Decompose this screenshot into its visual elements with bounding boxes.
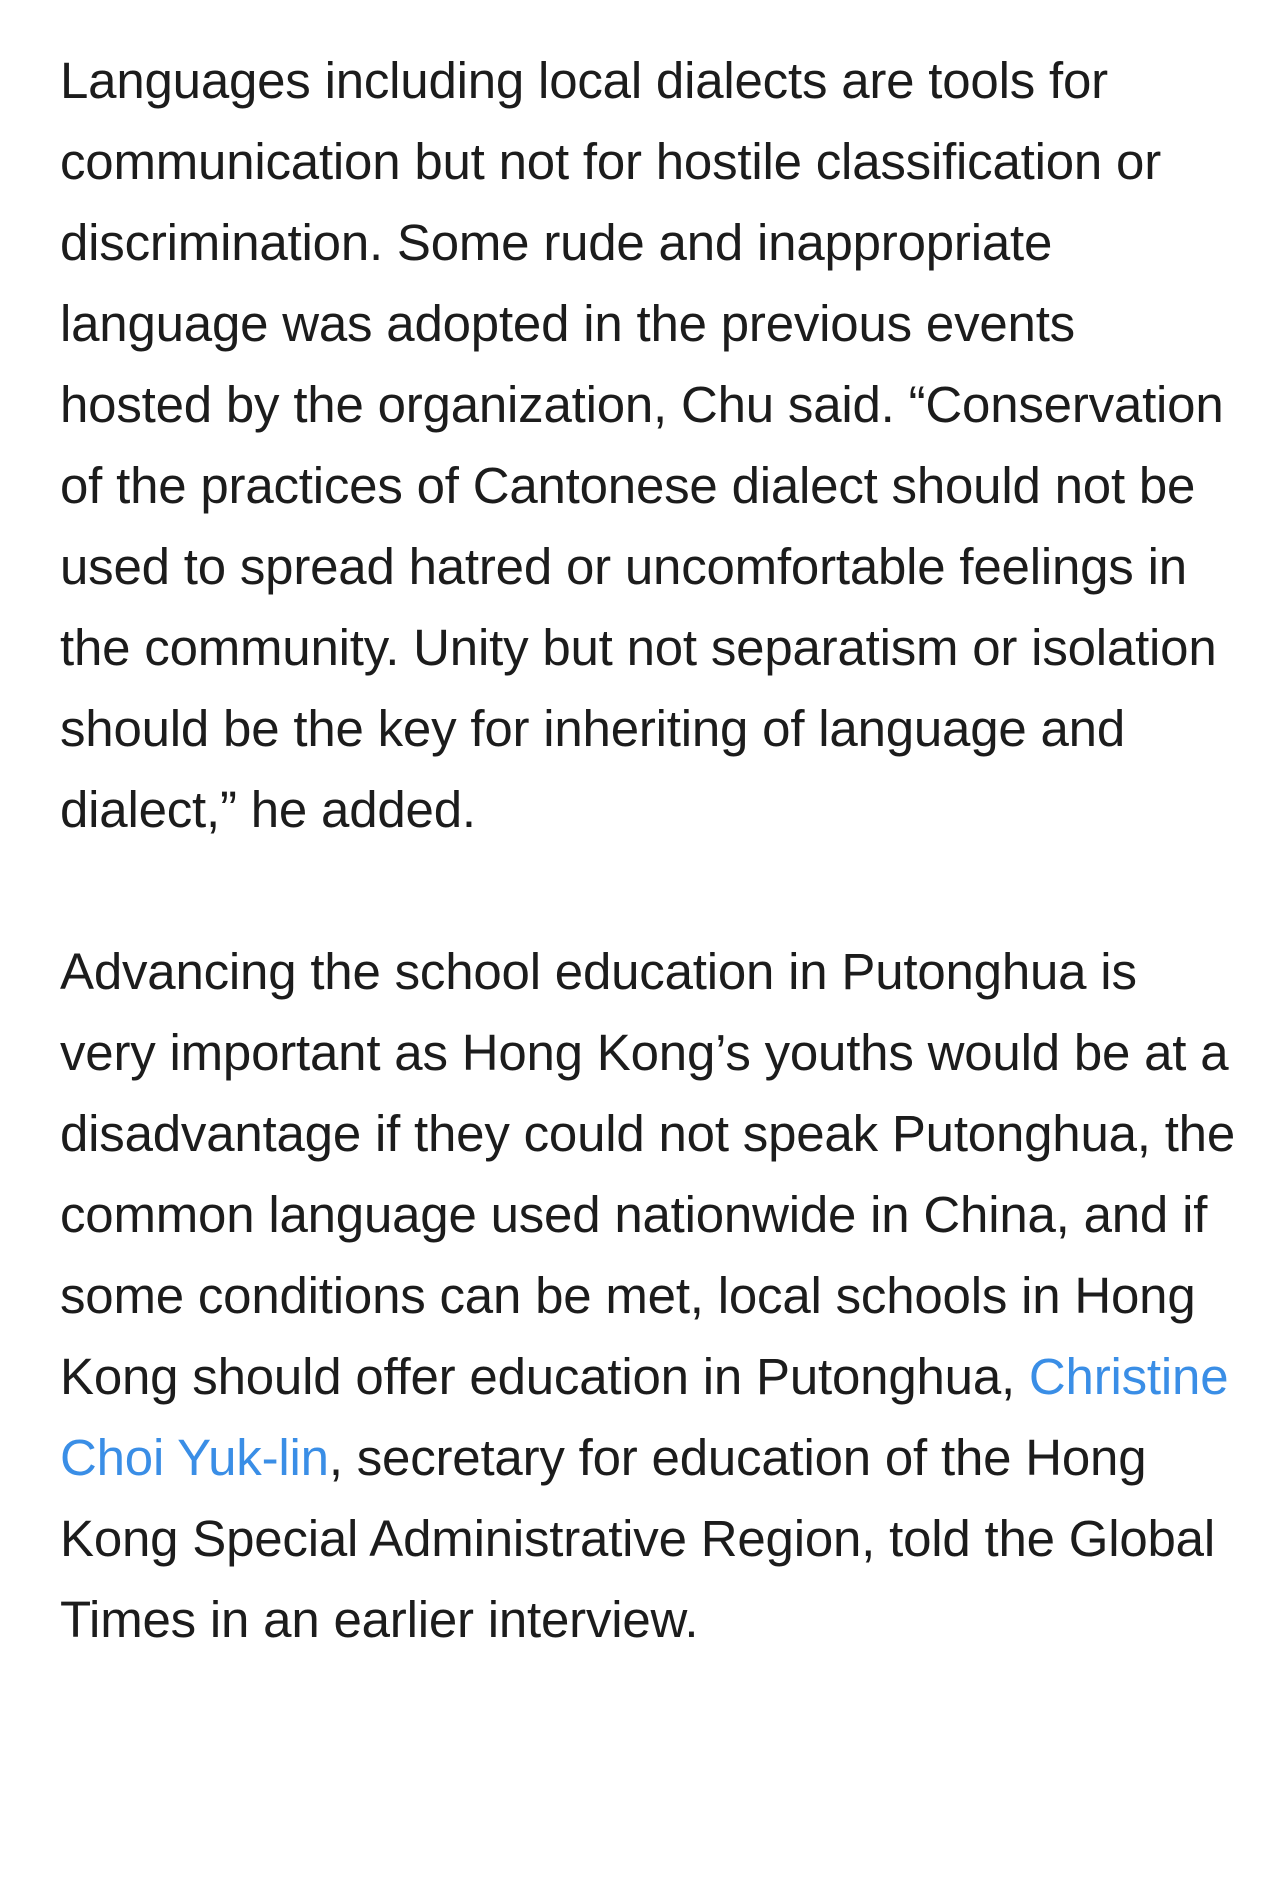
person-link-christine-choi[interactable]: Christine Choi Yuk-lin — [60, 1348, 1229, 1486]
paragraph-text: Advancing the school education in Putonghua is very important as Hong Kong’s youths would be at a disadvantage if they could not speak Putonghua, the common language used nationwide in China, and if some conditions can be met, local schools in Hong Kong should offer education in Putonghua, — [60, 943, 1236, 1405]
article-paragraph — [60, 40, 1240, 850]
article-body — [60, 40, 1240, 1660]
paragraph-text: , secretary for education of the Hong Kong Special Administrative Region, told the Global Times in an earlier interview. — [60, 1429, 1215, 1648]
article-paragraph — [60, 931, 1240, 1660]
paragraph-text: Languages including local dialects are tools for communication but not for hostile classification or discrimination. Some rude and inappropriate language was adopted in the previous events hosted by the organization, Chu said. “Conservation of the practices of Cantonese dialect should not be used to spread hatred or uncomfortable feelings in the community. Unity but not separatism or isolation should be the key for inheriting of language and dialect,” he added. — [60, 52, 1224, 838]
